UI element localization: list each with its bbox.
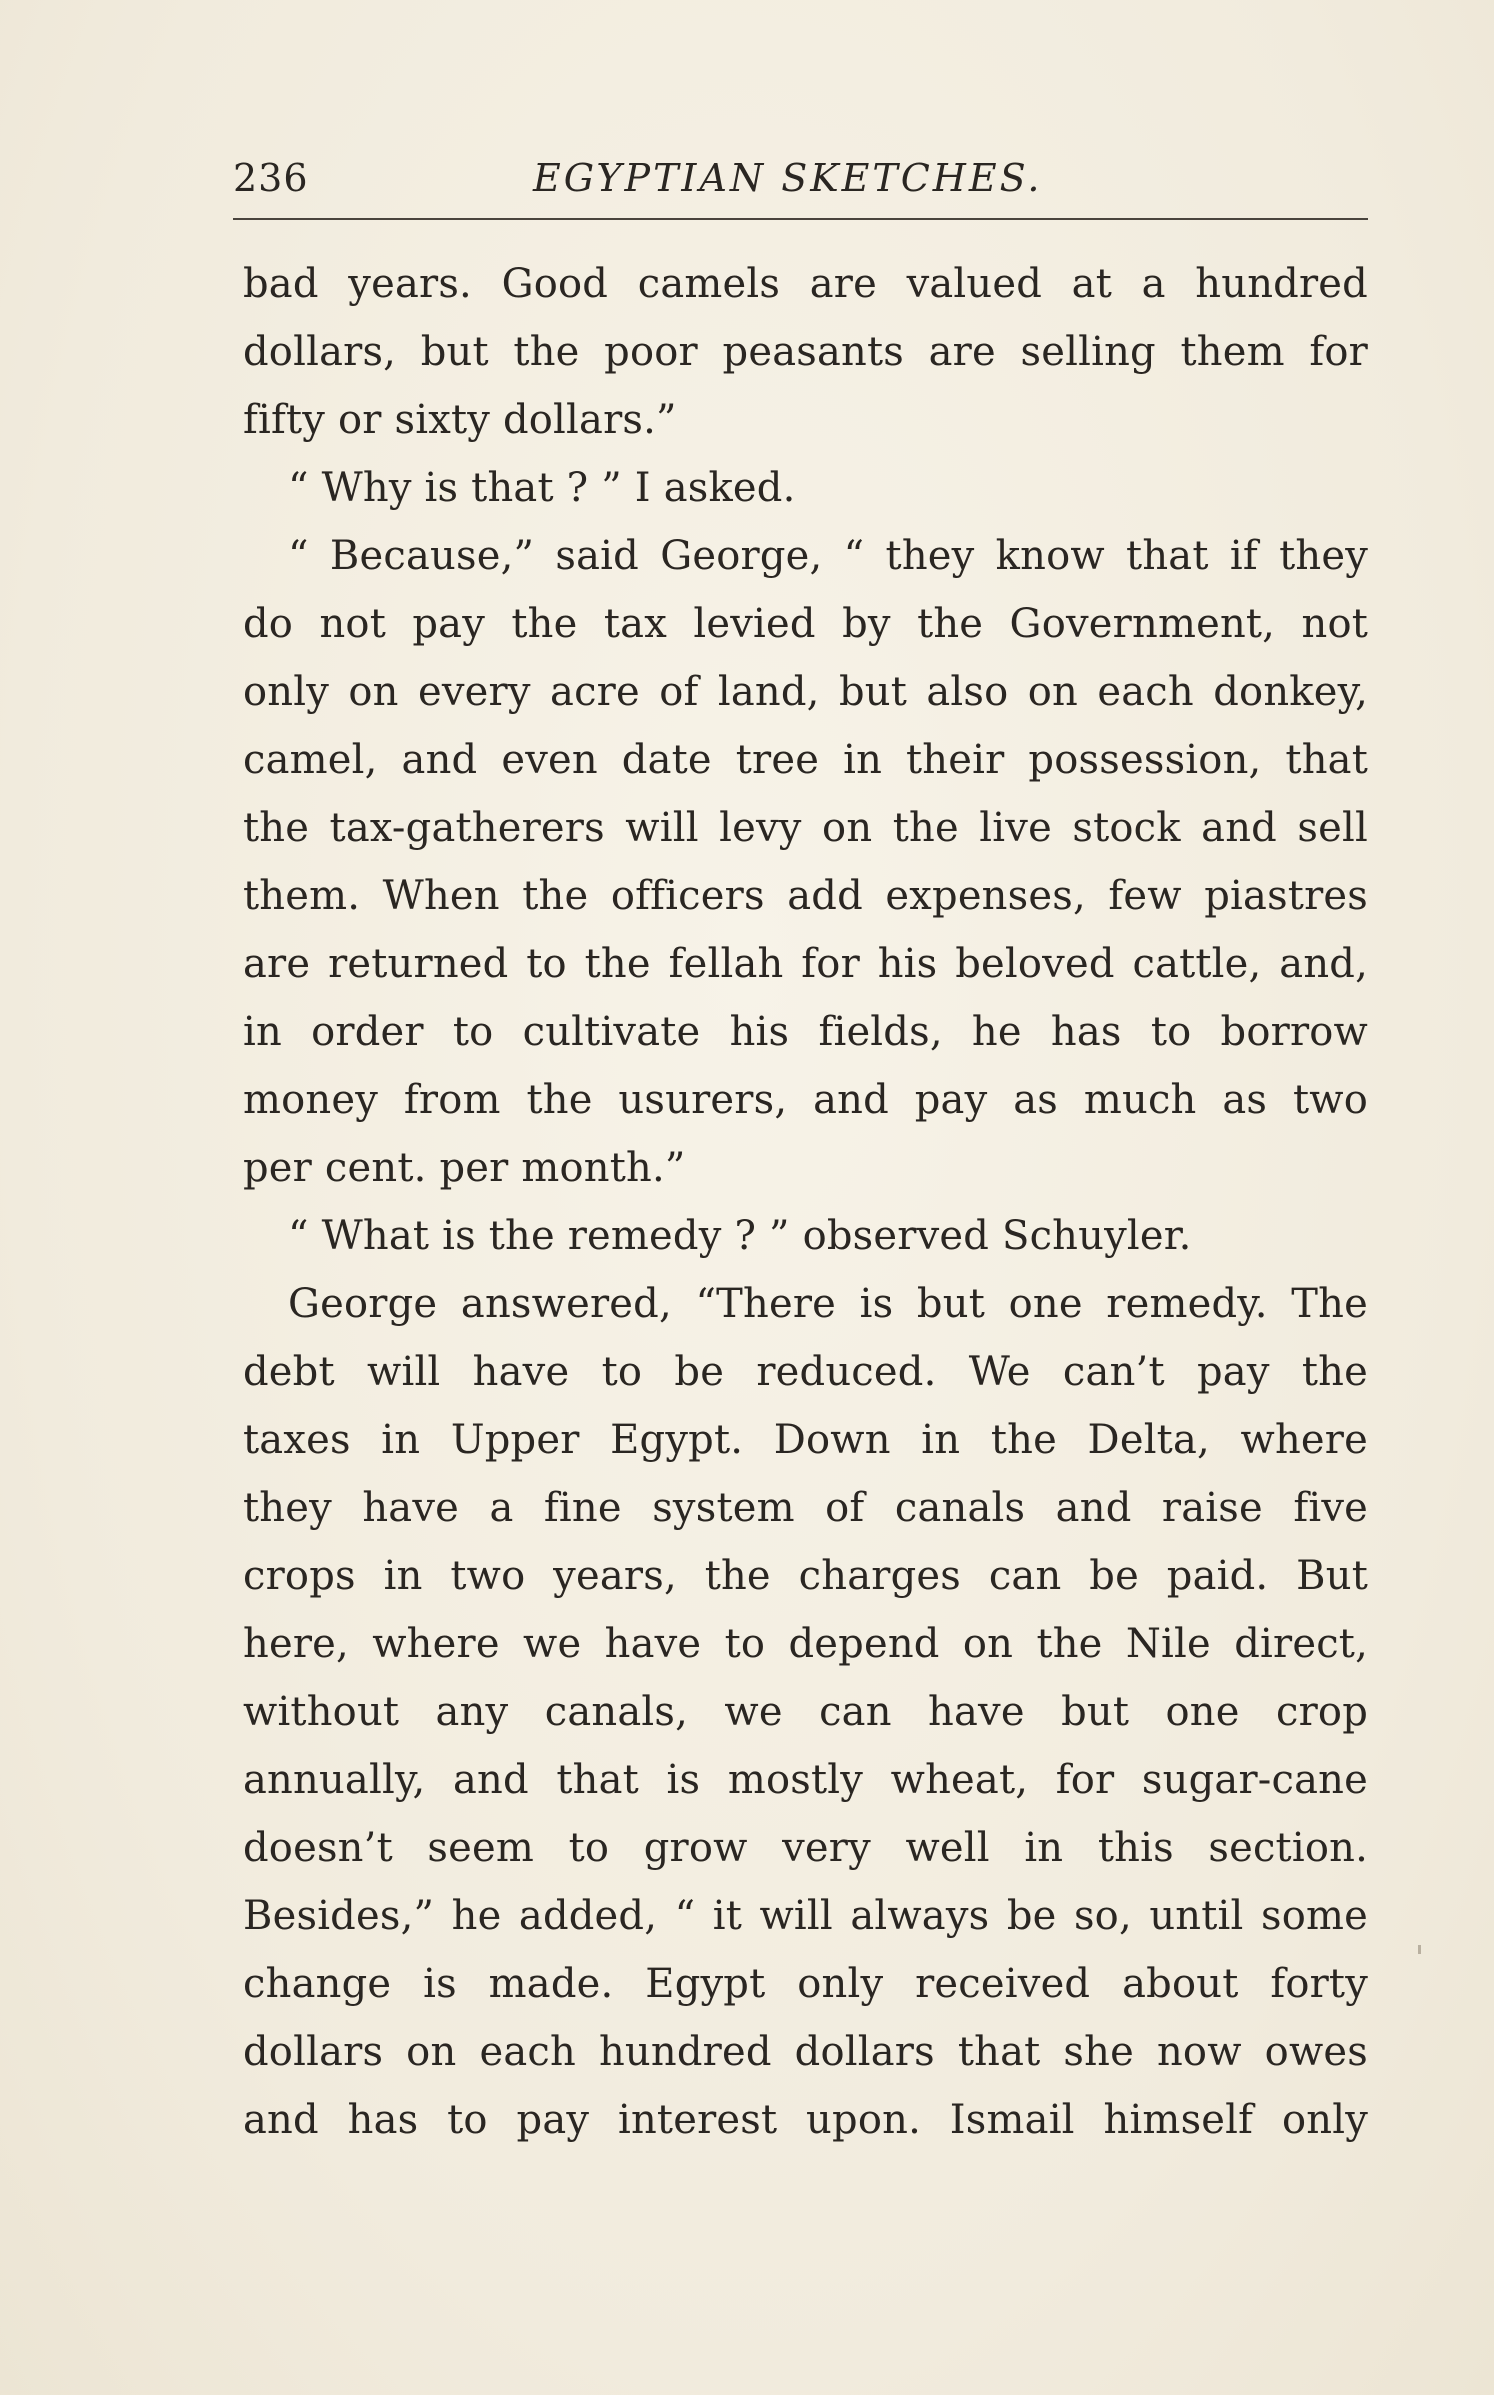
text-line: taxes in Upper Egypt. Down in the Delta, where — [243, 1417, 1368, 1463]
text-line: change is made. Egypt only received about forty — [243, 1961, 1368, 2007]
text-line: “ Why is that ? ” I asked. — [288, 465, 796, 511]
text-line: dollars, but the poor peasants are selling them for — [243, 329, 1368, 375]
text-line: the tax-gatherers will levy on the live stock and sell — [243, 805, 1368, 851]
text-line: “ What is the remedy ? ” observed Schuyler. — [288, 1213, 1192, 1259]
text-line: “ Because,” said George, “ they know that if they — [288, 533, 1368, 579]
text-line: annually, and that is mostly wheat, for sugar-cane — [243, 1757, 1368, 1803]
running-title: EGYPTIAN SKETCHES. — [533, 156, 1043, 200]
text-line: bad years. Good camels are valued at a hundred — [243, 261, 1368, 307]
text-line: George answered, “There is but one remedy. The — [288, 1281, 1368, 1327]
text-line: only on every acre of land, but also on each donkey, — [243, 669, 1368, 715]
body-text — [243, 250, 1368, 2154]
text-line: money from the usurers, and pay as much as two — [243, 1077, 1368, 1123]
text-line: and has to pay interest upon. Ismail himself only — [243, 2097, 1368, 2143]
text-line: doesn’t seem to grow very well in this section. — [243, 1825, 1368, 1871]
text-line: do not pay the tax levied by the Government, not — [243, 601, 1368, 647]
paper-speck — [1418, 1945, 1421, 1954]
text-line: crops in two years, the charges can be paid. But — [243, 1553, 1368, 1599]
text-line: are returned to the fellah for his beloved cattle, and, — [243, 941, 1368, 987]
text-line: Besides,” he added, “ it will always be so, until some — [243, 1893, 1368, 1939]
text-line: they have a fine system of canals and raise five — [243, 1485, 1368, 1531]
text-line: them. When the officers add expenses, few piastres — [243, 873, 1368, 919]
text-line: camel, and even date tree in their possession, that — [243, 737, 1368, 783]
header-rule — [233, 218, 1368, 220]
text-line: dollars on each hundred dollars that she now owes — [243, 2029, 1368, 2075]
page-header — [233, 148, 1368, 208]
text-line: debt will have to be reduced. We can’t pay the — [243, 1349, 1368, 1395]
text-line: per cent. per month.” — [243, 1145, 686, 1191]
text-line: in order to cultivate his fields, he has to borrow — [243, 1009, 1368, 1055]
text-line: fifty or sixty dollars.” — [243, 397, 677, 443]
text-line: here, where we have to depend on the Nile direct, — [243, 1621, 1368, 1667]
page-number: 236 — [233, 156, 309, 200]
text-line: without any canals, we can have but one crop — [243, 1689, 1368, 1735]
